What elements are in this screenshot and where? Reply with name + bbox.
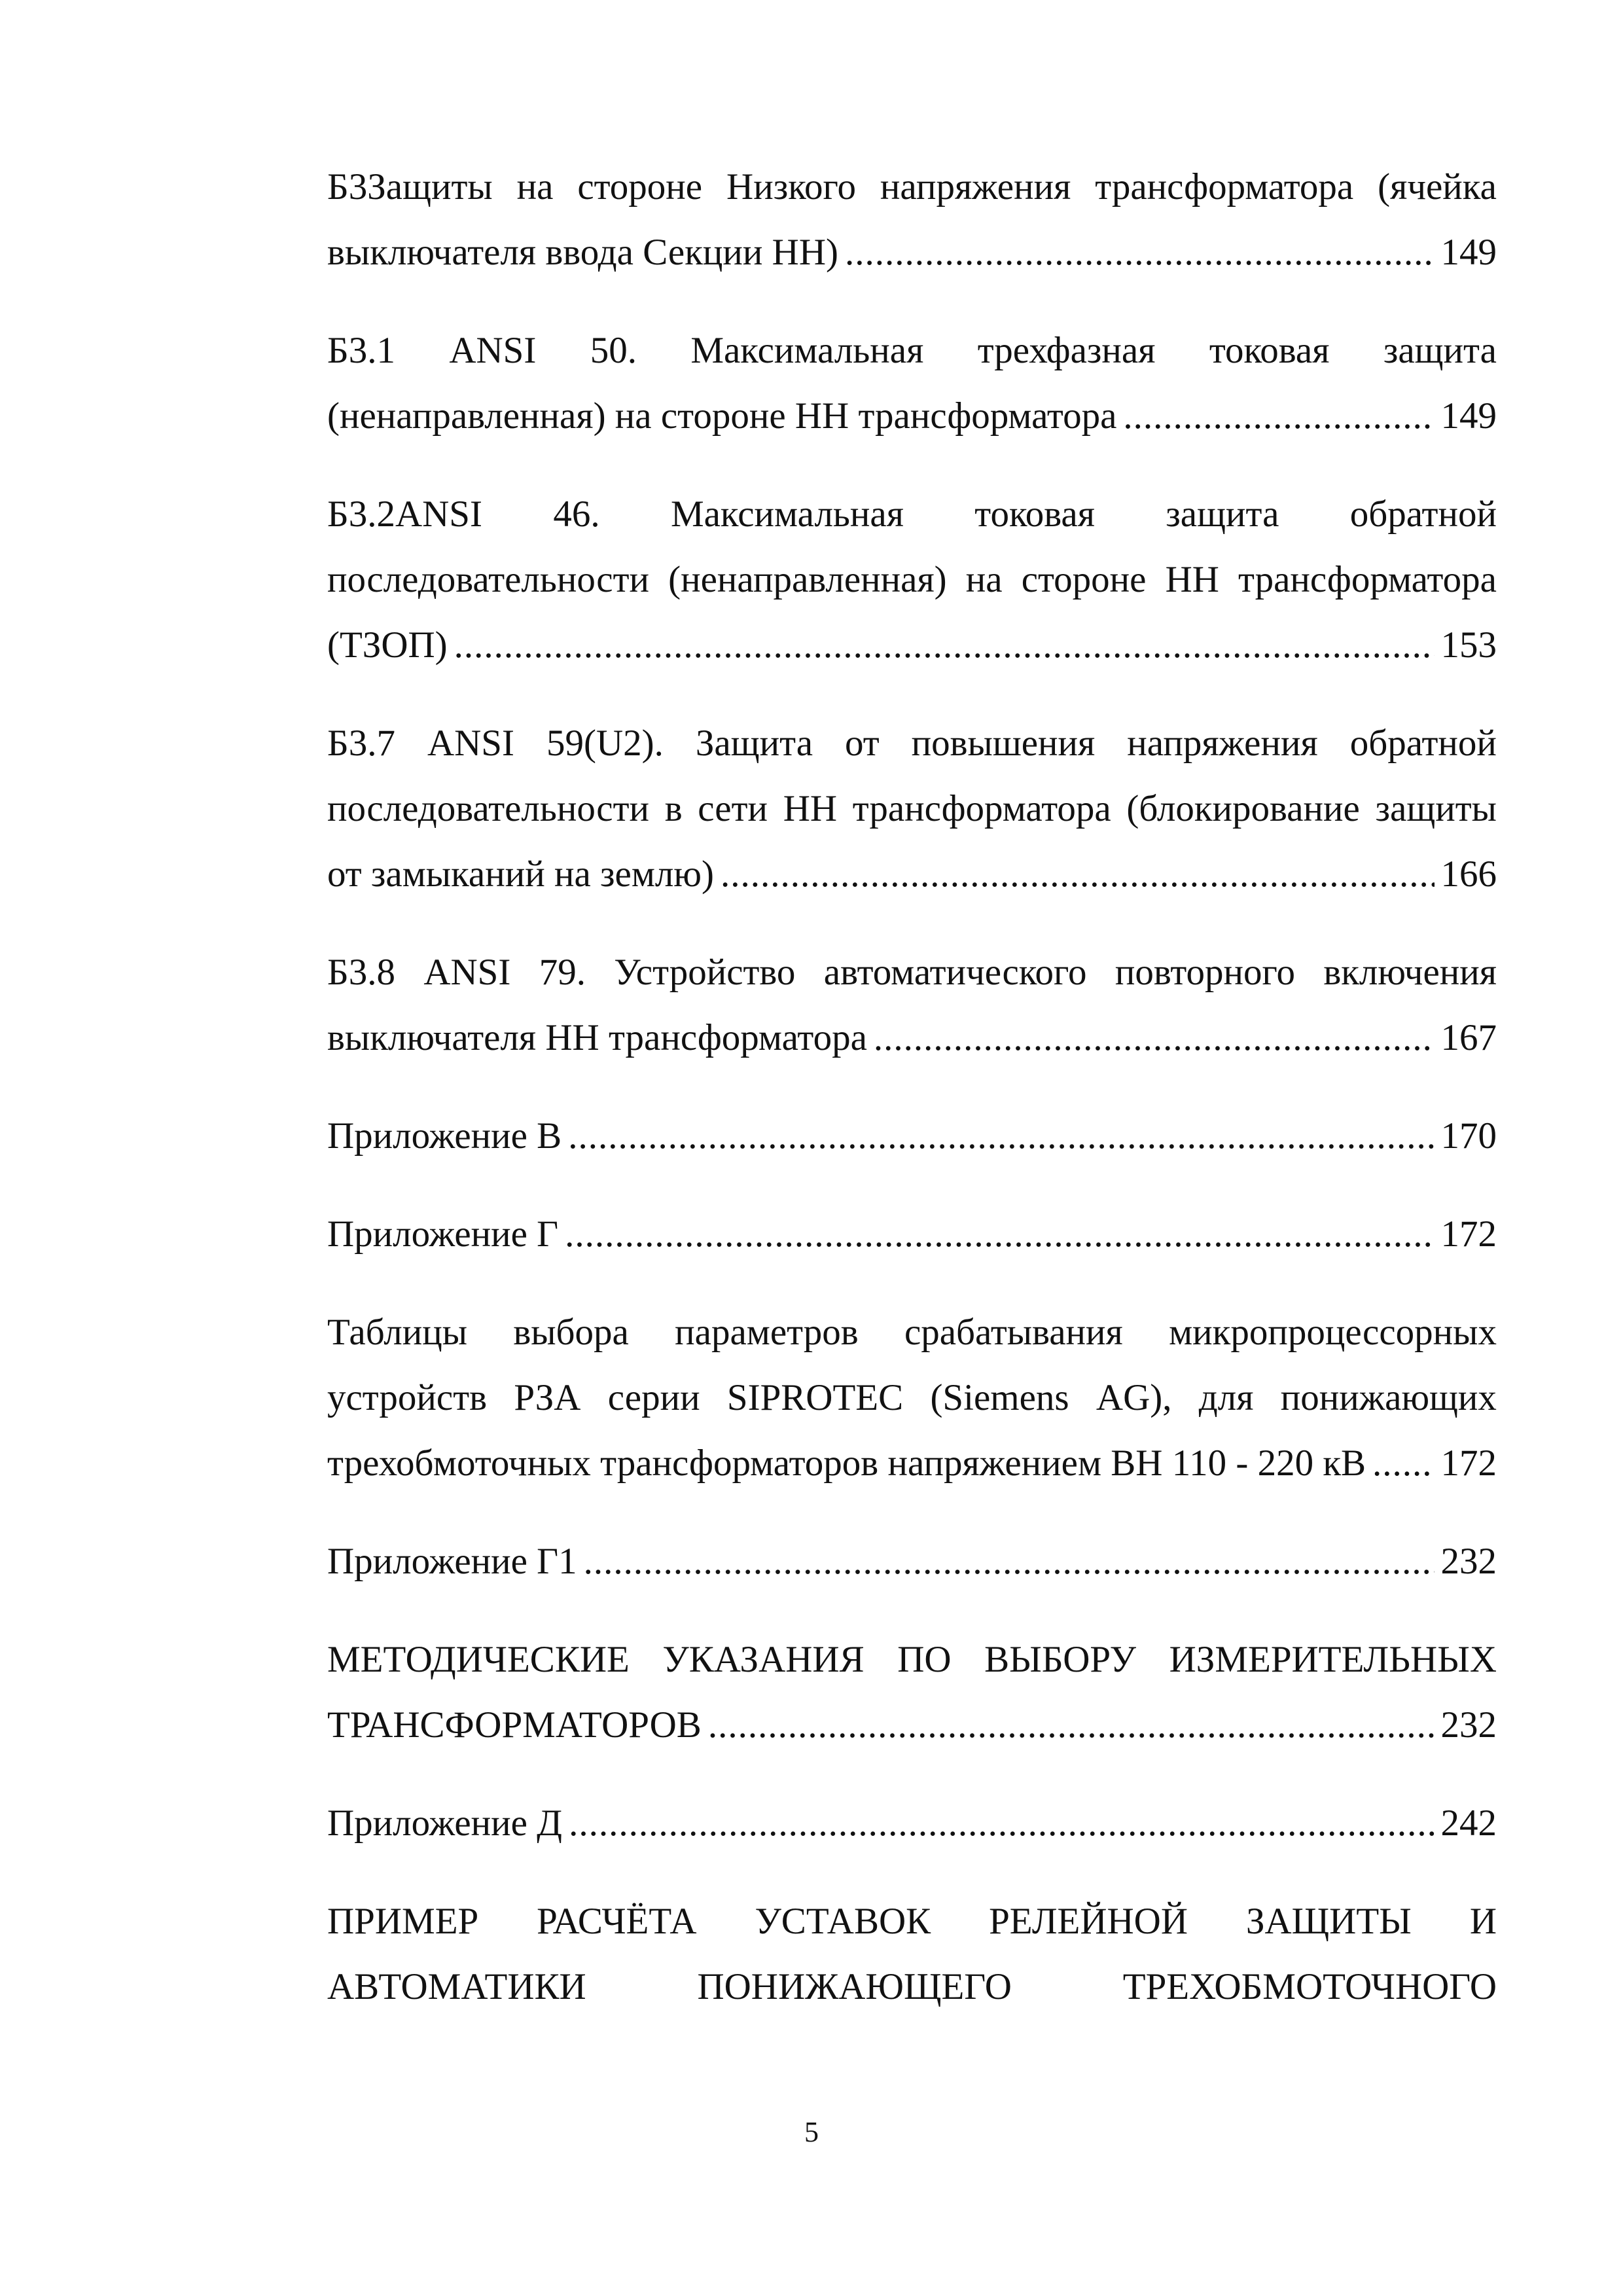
toc-word: УКАЗАНИЯ <box>662 1639 865 1680</box>
toc-line-with-leader <box>327 1005 1497 1071</box>
toc-word: напряжения <box>880 166 1071 207</box>
toc-entry-text: Приложение Г <box>327 1213 559 1255</box>
toc-line <box>327 1300 1497 1365</box>
toc-word: понижающих <box>1280 1377 1497 1418</box>
toc-line <box>327 154 1497 220</box>
toc-word: повышения <box>911 723 1096 764</box>
toc-word: ПРИМЕР <box>327 1901 479 1942</box>
toc-line-with-leader <box>327 842 1497 907</box>
toc-word: для <box>1198 1377 1254 1418</box>
toc-word: ВЫБОРУ <box>984 1639 1136 1680</box>
toc-word: последовательности <box>327 788 649 829</box>
toc-word: Б3Защиты <box>327 166 493 207</box>
toc-word: НН <box>1165 559 1219 600</box>
toc-entry-text: ТРАНСФОРМАТОРОВ <box>327 1704 702 1746</box>
toc-word: AG), <box>1096 1377 1172 1418</box>
toc-word: стороне <box>577 166 703 207</box>
dot-leader <box>568 1103 1434 1169</box>
toc-entry-appendix-v[interactable] <box>327 1103 1497 1169</box>
toc-line-with-leader <box>327 1693 1497 1758</box>
toc-page-number: 149 <box>1440 232 1497 273</box>
toc-page-number: 149 <box>1440 395 1497 437</box>
toc-line-with-leader <box>327 1431 1497 1496</box>
toc-word: автоматического <box>823 952 1087 993</box>
toc-word: от <box>844 723 880 764</box>
toc-word: ТРЕХОБМОТОЧНОГО <box>1122 1966 1497 2007</box>
toc-entry-tables[interactable] <box>327 1300 1497 1496</box>
toc-entry-b3[interactable] <box>327 154 1497 285</box>
toc-entry-b3-1[interactable] <box>327 318 1497 449</box>
toc-word: SIPROTEC <box>726 1377 904 1418</box>
toc-word: устройств <box>327 1377 488 1418</box>
toc-word: трехфазная <box>977 330 1156 371</box>
toc-word: Устройство <box>614 952 796 993</box>
toc-line <box>327 547 1497 613</box>
toc-word: УСТАВОК <box>755 1901 931 1942</box>
toc-entry-text: Приложение Д <box>327 1803 563 1844</box>
toc-word: ANSI <box>427 723 514 764</box>
dot-leader <box>1123 384 1434 449</box>
toc-word: Максимальная <box>670 493 904 535</box>
toc-word: трансформатора <box>1095 166 1354 207</box>
toc-line <box>327 711 1497 776</box>
toc-entry-text: (ненаправленная) на стороне НН трансформатора <box>327 395 1117 437</box>
toc-word: (ячейка <box>1378 166 1497 207</box>
toc-word: Б3.8 <box>327 952 395 993</box>
toc-entry-appendix-d[interactable] <box>327 1791 1497 1856</box>
toc-word: серии <box>607 1377 700 1418</box>
toc-page-number: 232 <box>1440 1541 1497 1582</box>
toc-entry-text: от замыканий на землю) <box>327 853 714 895</box>
toc-word: ANSI <box>449 330 537 371</box>
toc-word: Защита <box>695 723 813 764</box>
dot-leader <box>454 613 1435 678</box>
toc-word: ПО <box>897 1639 952 1680</box>
toc-line-with-leader <box>327 613 1497 678</box>
toc-line-with-leader <box>327 1202 1497 1267</box>
toc-word: трансформатора <box>1238 559 1497 600</box>
toc-word: стороне <box>1021 559 1147 600</box>
toc-word: МЕТОДИЧЕСКИЕ <box>327 1639 630 1680</box>
toc-word: 79. <box>539 952 586 993</box>
toc-page-number: 242 <box>1440 1803 1497 1844</box>
toc-word: параметров <box>675 1312 859 1353</box>
toc-entry-text: (ТЗОП) <box>327 624 448 666</box>
toc-word: И <box>1469 1901 1497 1942</box>
toc-word: ИЗМЕРИТЕЛЬНЫХ <box>1169 1639 1497 1680</box>
toc-entry-appendix-g1[interactable] <box>327 1529 1497 1594</box>
toc-word: защита <box>1383 330 1497 371</box>
dot-leader <box>1372 1431 1434 1496</box>
toc-entry-text: трехобмоточных трансформаторов напряжением ВН 110 - 220 кВ <box>327 1443 1366 1484</box>
toc-entry-appendix-g[interactable] <box>327 1202 1497 1267</box>
toc-word: РАСЧЁТА <box>537 1901 697 1942</box>
toc-line <box>327 1889 1497 1954</box>
toc-word: Низкого <box>726 166 856 207</box>
toc-word: РЗА <box>514 1377 581 1418</box>
toc-line <box>327 776 1497 842</box>
toc-word: Б3.7 <box>327 723 395 764</box>
toc-word: токовая <box>974 493 1095 535</box>
toc-word: включения <box>1323 952 1497 993</box>
toc-word: Б3.2ANSI <box>327 493 482 535</box>
dot-leader <box>721 842 1435 907</box>
toc-word: 50. <box>590 330 637 371</box>
toc-page-number: 172 <box>1440 1213 1497 1255</box>
toc-page-number: 153 <box>1440 624 1497 666</box>
toc-entry-example[interactable] <box>327 1889 1497 2020</box>
toc-word: повторного <box>1115 952 1295 993</box>
toc-word: обратной <box>1349 493 1497 535</box>
toc-word: сети <box>698 788 768 829</box>
toc-line <box>327 940 1497 1005</box>
toc-word: последовательности <box>327 559 649 600</box>
toc-word: ПОНИЖАЮЩЕГО <box>697 1966 1012 2007</box>
dot-leader <box>845 220 1435 285</box>
toc-word: защита <box>1166 493 1279 535</box>
toc-entry-b3-8[interactable] <box>327 940 1497 1071</box>
toc-word: напряжения <box>1127 723 1318 764</box>
dot-leader <box>565 1202 1434 1267</box>
table-of-contents <box>327 154 1497 2053</box>
toc-word: на <box>516 166 554 207</box>
toc-line-with-leader <box>327 220 1497 285</box>
toc-line <box>327 1627 1497 1693</box>
toc-word: (Siemens <box>930 1377 1069 1418</box>
toc-word: защиты <box>1375 788 1497 829</box>
toc-entry-b3-7[interactable] <box>327 711 1497 907</box>
toc-entry-text: выключателя НН трансформатора <box>327 1017 867 1058</box>
toc-line <box>327 318 1497 384</box>
page-number: 5 <box>804 2116 819 2148</box>
toc-page-number: 170 <box>1440 1115 1497 1157</box>
toc-word: Максимальная <box>690 330 924 371</box>
toc-word: срабатывания <box>904 1312 1123 1353</box>
toc-line-with-leader <box>327 1103 1497 1169</box>
toc-word: микропроцессорных <box>1169 1312 1497 1353</box>
toc-page-number: 232 <box>1440 1704 1497 1746</box>
toc-page-number: 167 <box>1440 1017 1497 1058</box>
toc-word: (блокирование <box>1126 788 1360 829</box>
toc-word: ANSI <box>423 952 511 993</box>
toc-word: 59(U2). <box>546 723 664 764</box>
toc-line <box>327 1954 1497 2020</box>
toc-word: выбора <box>513 1312 629 1353</box>
toc-word: токовая <box>1209 330 1330 371</box>
toc-entry-text: выключателя ввода Секции НН) <box>327 232 838 273</box>
toc-word: на <box>965 559 1003 600</box>
toc-word: трансформатора <box>852 788 1111 829</box>
toc-word: АВТОМАТИКИ <box>327 1966 586 2007</box>
toc-entry-b3-2[interactable] <box>327 482 1497 678</box>
dot-leader <box>569 1791 1434 1856</box>
toc-word: в <box>664 788 683 829</box>
toc-line <box>327 1365 1497 1431</box>
dot-leader <box>874 1005 1435 1071</box>
toc-word: (ненаправленная) <box>668 559 947 600</box>
dot-leader <box>584 1529 1435 1594</box>
toc-word: РЕЛЕЙНОЙ <box>989 1901 1188 1942</box>
toc-line <box>327 482 1497 547</box>
toc-page-number: 166 <box>1440 853 1497 895</box>
toc-word: Таблицы <box>327 1312 468 1353</box>
toc-entry-text: Приложение В <box>327 1115 562 1157</box>
toc-entry-guidelines[interactable] <box>327 1627 1497 1758</box>
toc-word: обратной <box>1349 723 1497 764</box>
toc-word: 46. <box>553 493 600 535</box>
toc-line-with-leader <box>327 1529 1497 1594</box>
dot-leader <box>708 1693 1435 1758</box>
toc-line-with-leader <box>327 384 1497 449</box>
toc-word: НН <box>783 788 838 829</box>
toc-word: ЗАЩИТЫ <box>1245 1901 1412 1942</box>
toc-entry-text: Приложение Г1 <box>327 1541 577 1582</box>
toc-line-with-leader <box>327 1791 1497 1856</box>
toc-word: Б3.1 <box>327 330 395 371</box>
toc-page-number: 172 <box>1440 1443 1497 1484</box>
